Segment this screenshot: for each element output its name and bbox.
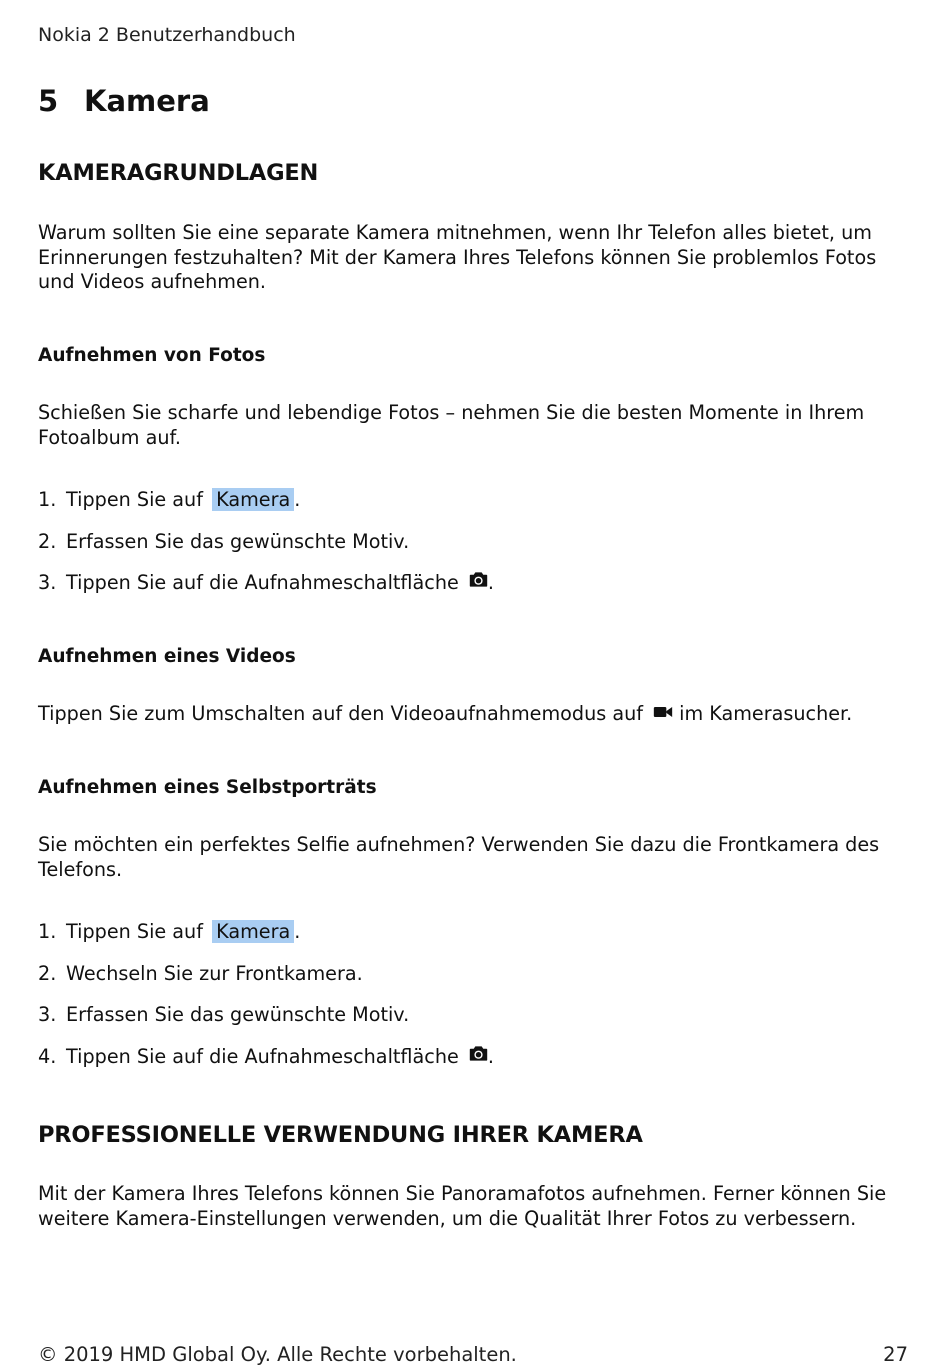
basics-intro-paragraph: Warum sollten Sie eine separate Kamera mitnehmen, wenn Ihr Telefon alles bietet, um Erinnerungen festzuhalten? Mit der Kamera Ihres Telefons können Sie problemlos Fotos und Videos aufnehmen. (38, 221, 877, 293)
list-number: 3. (38, 1003, 57, 1026)
step-suffix: . (294, 920, 301, 943)
videos-paragraph (38, 702, 852, 726)
list-number: 2. (38, 962, 57, 985)
list-number: 4. (38, 1045, 57, 1068)
camera-app-link[interactable]: Kamera (212, 488, 294, 511)
step-suffix: . (294, 488, 301, 511)
page-number: 27 (883, 1343, 908, 1366)
subheading-videos: Aufnehmen eines Videos (38, 646, 296, 667)
section-heading-basics: KAMERAGRUNDLAGEN (38, 160, 319, 186)
selfie-step-3 (38, 1003, 409, 1027)
camera-icon (469, 1045, 488, 1062)
selfie-step-4 (38, 1045, 494, 1069)
list-number: 1. (38, 488, 57, 511)
selfie-intro-paragraph: Sie möchten ein perfektes Selfie aufnehmen? Verwenden Sie dazu die Frontkamera des Telefons. (38, 833, 880, 881)
list-number: 3. (38, 571, 57, 594)
photos-step-3 (38, 571, 494, 595)
step-text: Tippen Sie auf die Aufnahmeschaltfläche (66, 571, 465, 594)
footer-copyright: © 2019 HMD Global Oy. Alle Rechte vorbehalten. (38, 1343, 517, 1366)
video-camera-icon (653, 705, 673, 719)
subheading-photos: Aufnehmen von Fotos (38, 345, 266, 366)
step-text: Tippen Sie auf (66, 488, 210, 511)
camera-icon (469, 571, 488, 588)
videos-text-before: Tippen Sie zum Umschalten auf den Videoaufnahmemodus auf (38, 702, 650, 725)
list-number: 1. (38, 920, 57, 943)
photos-intro-paragraph: Schießen Sie scharfe und lebendige Fotos – nehmen Sie die besten Momente in Ihrem Fotoalbum auf. (38, 401, 865, 449)
step-suffix: . (487, 571, 494, 594)
photos-step-1 (38, 488, 300, 512)
list-number: 2. (38, 530, 57, 553)
selfie-step-2 (38, 962, 363, 986)
step-suffix: . (487, 1045, 494, 1068)
camera-app-link[interactable]: Kamera (212, 920, 294, 943)
videos-text-after: im Kamerasucher. (679, 702, 853, 725)
professional-intro-paragraph: Mit der Kamera Ihres Telefons können Sie Panoramafotos aufnehmen. Ferner können Sie weitere Kamera-Einstellungen verwenden, um die Qualität Ihrer Fotos zu verbessern. (38, 1182, 887, 1230)
step-text: Tippen Sie auf die Aufnahmeschaltfläche (66, 1045, 465, 1068)
photos-step-2 (38, 530, 409, 554)
step-text: Wechseln Sie zur Frontkamera. (66, 962, 363, 985)
running-header: Nokia 2 Benutzerhandbuch (38, 24, 296, 46)
step-text: Tippen Sie auf (66, 920, 210, 943)
chapter-title-text: Kamera (84, 84, 210, 118)
chapter-number: 5 (38, 84, 59, 118)
subheading-selfie: Aufnehmen eines Selbstporträts (38, 777, 377, 798)
selfie-step-1 (38, 920, 300, 944)
step-text: Erfassen Sie das gewünschte Motiv. (66, 530, 410, 553)
section-heading-professional: PROFESSIONELLE VERWENDUNG IHRER KAMERA (38, 1122, 643, 1148)
step-text: Erfassen Sie das gewünschte Motiv. (66, 1003, 410, 1026)
chapter-title (38, 84, 210, 118)
